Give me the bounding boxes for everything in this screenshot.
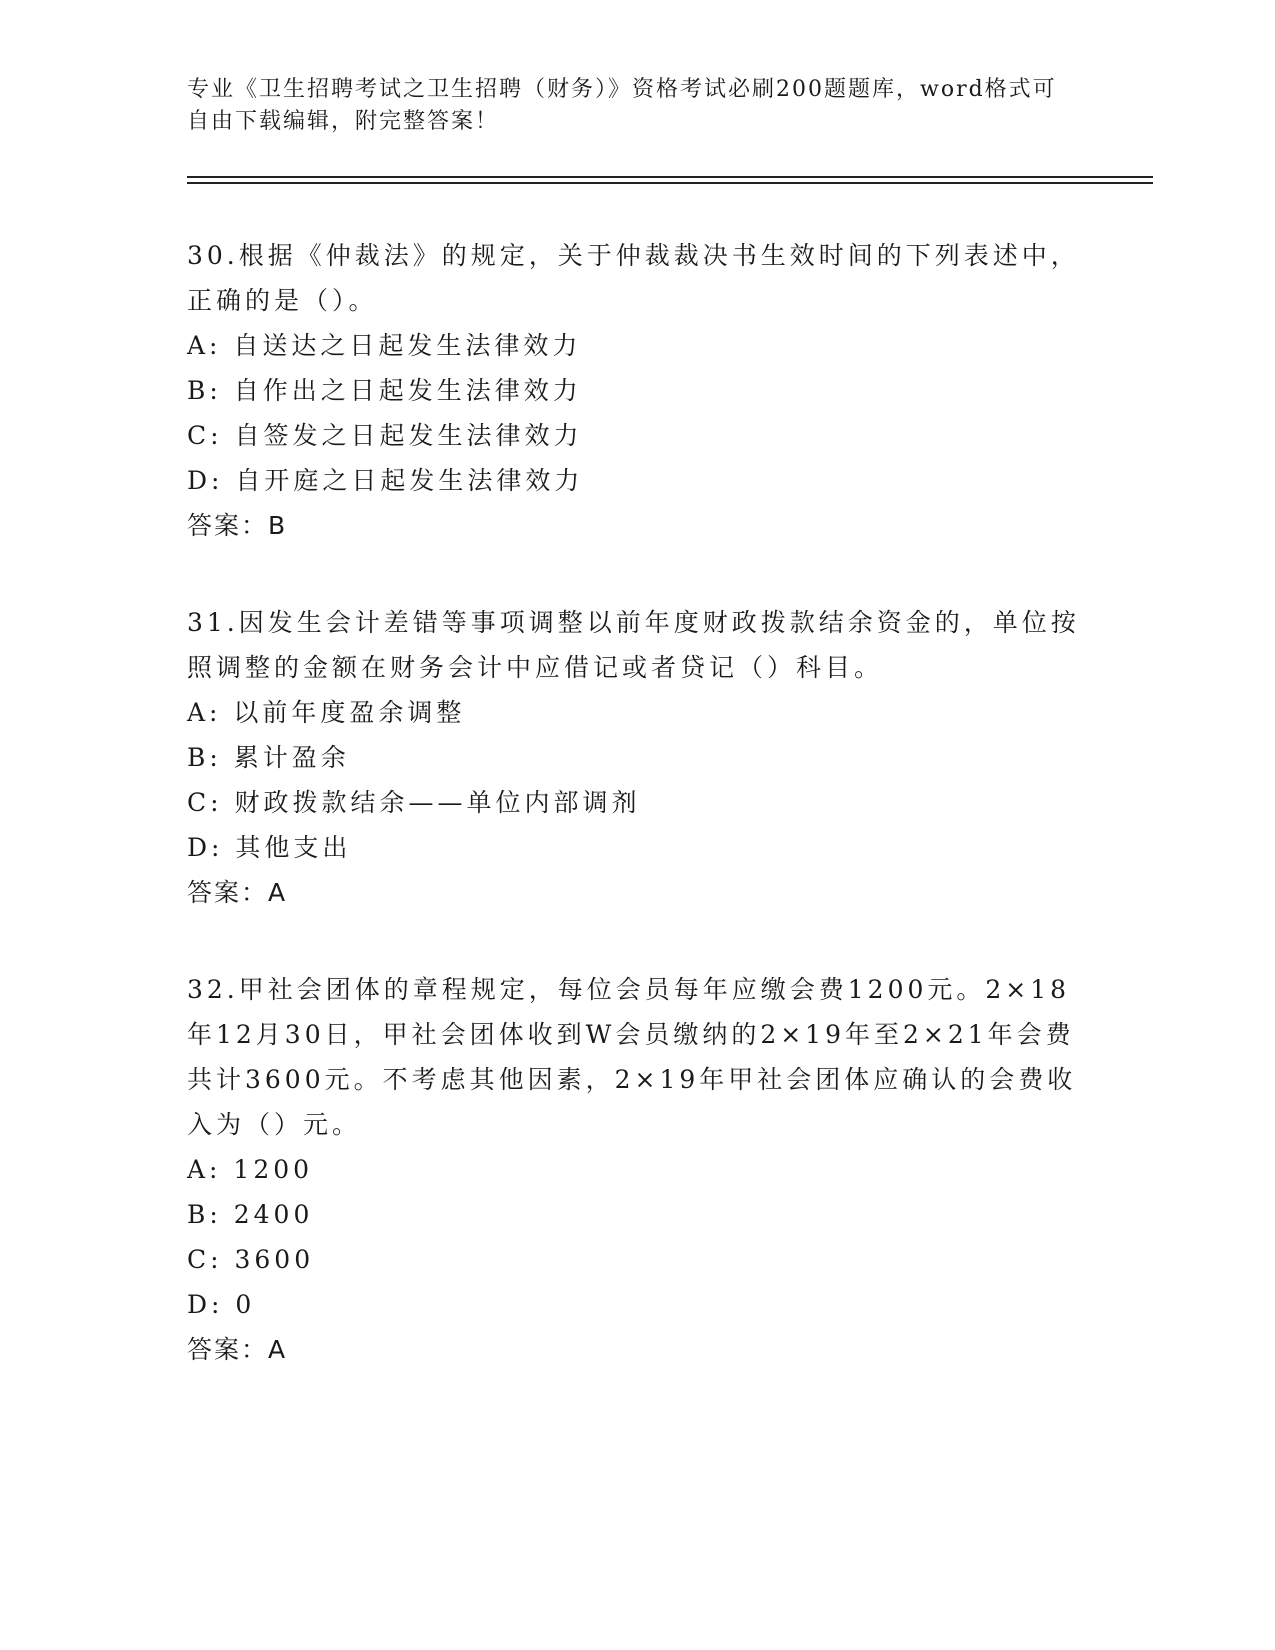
document-header: 专业《卫生招聘考试之卫生招聘（财务）》资格考试必刷200题题库，word格式可自由下载编辑，附完整答案！	[187, 77, 1057, 134]
option-a: A: 1200	[187, 1155, 314, 1184]
option-d: D: 0	[187, 1290, 256, 1319]
header-divider-bottom	[187, 182, 1153, 184]
header-divider-top	[187, 176, 1153, 178]
answer-line: 答案：A	[187, 878, 288, 907]
option-b: B: 2400	[187, 1200, 314, 1229]
option-b: B: 累计盈余	[187, 743, 350, 772]
option-d: D: 自开庭之日起发生法律效力	[187, 466, 584, 495]
question-32	[187, 967, 1087, 1372]
answer-line: 答案：A	[187, 1335, 288, 1364]
question-31	[187, 600, 1087, 915]
option-a: A: 以前年度盈余调整	[187, 698, 466, 727]
answer-line: 答案：B	[187, 511, 288, 540]
option-a: A: 自送达之日起发生法律效力	[187, 331, 582, 360]
question-30	[187, 233, 1087, 548]
option-c: C: 3600	[187, 1245, 315, 1274]
question-stem: 31.因发生会计差错等事项调整以前年度财政拨款结余资金的，单位按照调整的金额在财务会计中应借记或者贷记（）科目。	[187, 608, 1080, 682]
option-b: B: 自作出之日起发生法律效力	[187, 376, 582, 405]
option-c: C: 自签发之日起发生法律效力	[187, 421, 583, 450]
option-c: C: 财政拨款结余——单位内部调剂	[187, 788, 641, 817]
option-d: D: 其他支出	[187, 833, 352, 862]
question-stem: 32.甲社会团体的章程规定，每位会员每年应缴会费1200元。2×18年12月30日，甲社会团体收到W会员缴纳的2×19年至2×21年会费共计3600元。不考虑其他因素，2×19年甲社会团体应确认的会费收入为（）元。	[187, 975, 1077, 1139]
question-stem: 30.根据《仲裁法》的规定，关于仲裁裁决书生效时间的下列表述中，正确的是（）。	[187, 241, 1080, 315]
